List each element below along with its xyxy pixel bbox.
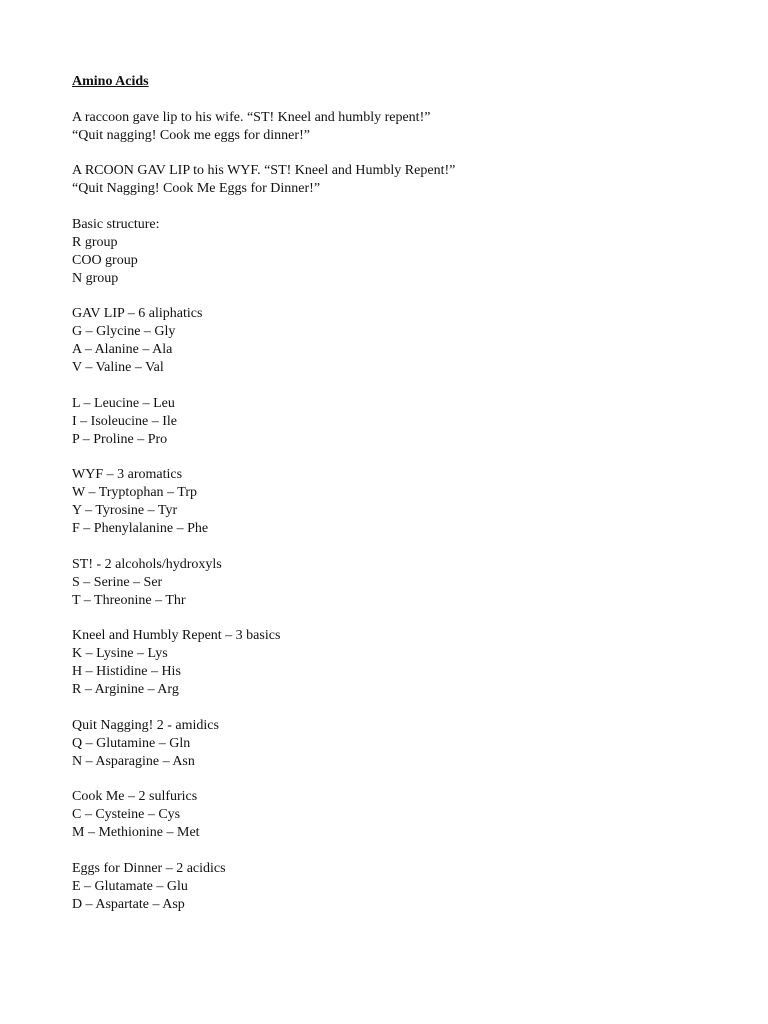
list-item: F – Phenylalanine – Phe [72, 521, 209, 536]
section-heading-basics: Kneel and Humbly Repent – 3 basics [72, 628, 281, 643]
list-item: K – Lysine – Lys [72, 646, 168, 661]
list-item: COO group [72, 252, 138, 268]
mnemonic-caps-line: A RCOON GAV LIP to his WYF. “ST! Kneel and Humbly Repent!” [72, 163, 456, 178]
section-heading-basic-structure: Basic structure: [72, 216, 160, 232]
spacer [72, 288, 712, 306]
section-heading-amidics: Quit Nagging! 2 - amidics [72, 717, 219, 733]
section-heading-aliphatics: GAV LIP – 6 aliphatics [72, 306, 203, 321]
spacer [72, 91, 712, 109]
list-item: L – Leucine – Leu [72, 395, 175, 411]
list-item: H – Histidine – His [72, 664, 181, 679]
mnemonic-caps-line: “Quit Nagging! Cook Me Eggs for Dinner!” [72, 181, 321, 196]
spacer [72, 771, 712, 789]
list-item: I – Isoleucine – Ile [72, 413, 177, 429]
section-heading-acidics: Eggs for Dinner – 2 acidics [72, 860, 226, 876]
list-item: W – Tryptophan – Trp [72, 485, 198, 500]
list-item: V – Valine – Val [72, 360, 164, 375]
list-item: A – Alanine – Ala [72, 342, 173, 357]
list-item: T – Threonine – Thr [72, 592, 186, 608]
document-page [72, 73, 712, 914]
section-heading-sulfurics: Cook Me – 2 sulfurics [72, 789, 198, 804]
list-item: P – Proline – Pro [72, 431, 168, 447]
list-item: Q – Glutamine – Gln [72, 735, 191, 751]
mnemonic-line: “Quit nagging! Cook me eggs for dinner!” [72, 127, 310, 143]
list-item: G – Glycine – Gly [72, 324, 176, 339]
list-item: M – Methionine – Met [72, 825, 200, 840]
spacer [72, 449, 712, 467]
spacer [72, 198, 712, 216]
section-heading-aromatics: WYF – 3 aromatics [72, 467, 183, 482]
spacer [72, 699, 712, 717]
document-title: Amino Acids [72, 74, 149, 89]
list-item: Y – Tyrosine – Tyr [72, 503, 178, 518]
mnemonic-line: A raccoon gave lip to his wife. “ST! Kneel and humbly repent!” [72, 109, 431, 125]
list-item: R – Arginine – Arg [72, 682, 179, 697]
section-heading-alcohols: ST! - 2 alcohols/hydroxyls [72, 556, 222, 572]
spacer [72, 842, 712, 860]
list-item: E – Glutamate – Glu [72, 878, 188, 894]
spacer [72, 377, 712, 395]
list-item: D – Aspartate – Asp [72, 896, 185, 912]
spacer [72, 538, 712, 556]
list-item: R group [72, 234, 118, 250]
list-item: N group [72, 270, 119, 286]
list-item: C – Cysteine – Cys [72, 807, 181, 822]
spacer [72, 610, 712, 628]
spacer [72, 145, 712, 163]
list-item: N – Asparagine – Asn [72, 753, 195, 769]
list-item: S – Serine – Ser [72, 574, 163, 590]
